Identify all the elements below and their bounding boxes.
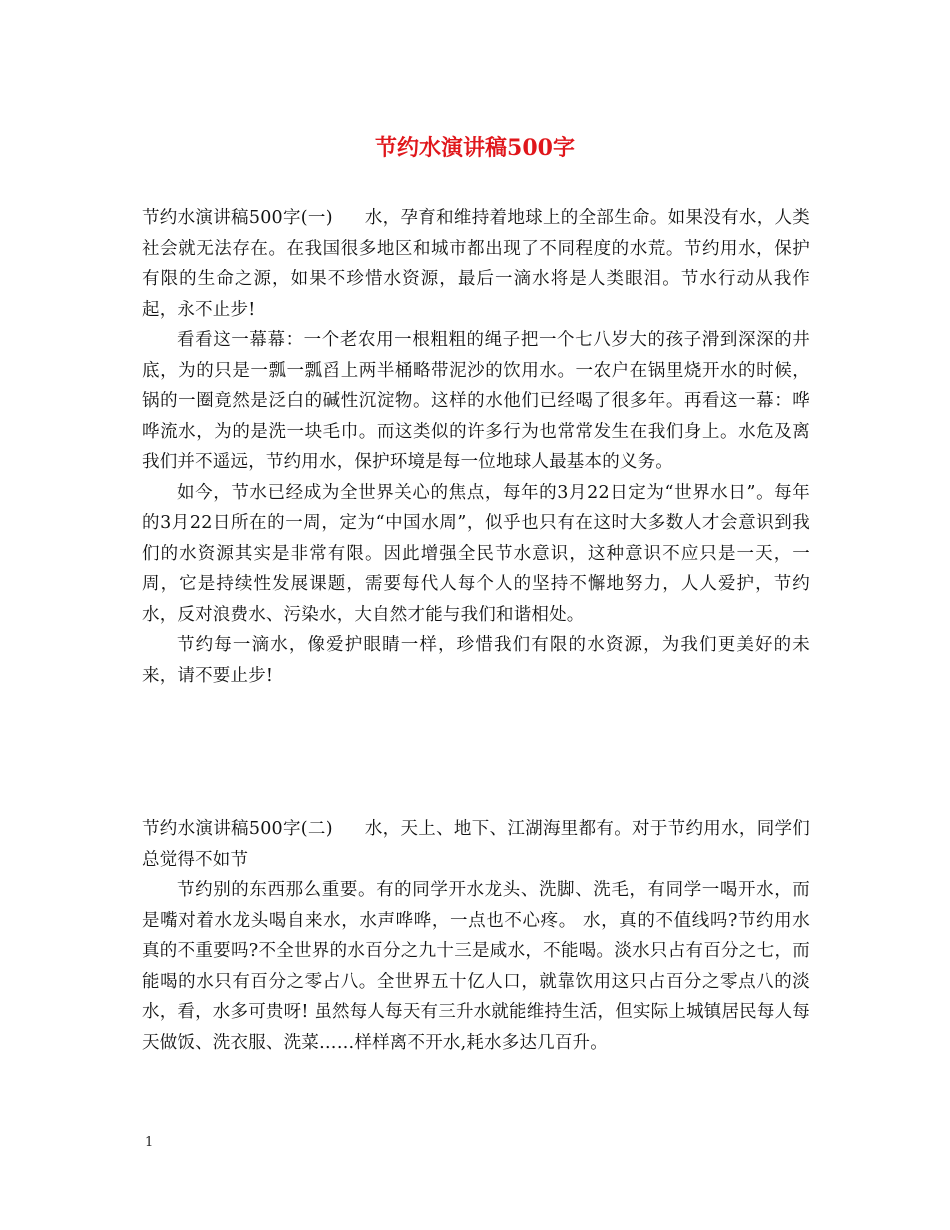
page-title: 节约水演讲稿500字 [375,135,575,161]
section-1-paragraph-2: 看看这一幕幕：一个老农用一根粗粗的绳子把一个七八岁大的孩子滑到深深的井底，为的只是一瓢一瓢舀上两半桶略带泥沙的饮用水。一农户在锅里烧开水的时候，锅的一圈竟然是泛白的碱性沉淀物。这样的水他们已经喝了很多年。再看这一幕：哗哗流水，为的是洗一块毛巾。而这类似的许多行为也常常发生在我们身上。水危及离我们并不遥远，节约用水，保护环境是每一位地球人最基本的义务。 [142,330,810,472]
page-number: 1 [145,1135,154,1150]
section-1-paragraph-3: 如今，节水已经成为全世界关心的焦点，每年的3月22日定为“世界水日”。每年的3月22日所在的一周，定为“中国水周”，似乎也只有在这时大多数人才会意识到我们的水资源其实是非常有限。因此增强全民节水意识，这种意识不应只是一天，一周，它是持续性发展课题，需要每代人每个人的坚持不懈地努力，人人爱护，节约水，反对浪费水、污染水，大自然才能与我们和谐相处。 [142,482,810,625]
section-1-paragraph-1: 水，孕育和维持着地球上的全部生命。如果没有水，人类社会就无法存在。在我国很多地区和城市都出现了不同程度的水荒。节约用水，保护有限的生命之源，如果不珍惜水资源，最后一滴水将是人类眼泪。节水行动从我作起，永不止步! [142,208,811,320]
article-body-1 [142,203,810,691]
section-2-paragraph-2: 节约别的东西那么重要。有的同学开水龙头、洗脚、洗毛，有同学一喝开水，而是嘴对着水龙头喝自来水，水声哗哗，一点也不心疼。 水，真的不值线吗?节约用水真的不重要吗?不全世界的水百分之九十三是咸水，不能喝。淡水只占有百分之七，而能喝的水只有百分之零占八。全世界五十亿人口，就靠饮用这只占百分之零点八的淡水，看，水多可贵呀! 虽然每人每天有三升水就能维持生活，但实际上城镇居民每人每天做饭、洗衣服、洗菜……样样离不开水,耗水多达几百升。 [142,880,810,1053]
section-2-heading: 节约水演讲稿500字(二) [142,819,333,839]
section-2-opening [142,814,810,875]
section-1-paragraph-4: 节约每一滴水，像爱护眼睛一样，珍惜我们有限的水资源，为我们更美好的未来，请不要止步! [142,635,810,686]
article-body-2 [142,814,810,1058]
section-1-opening [142,203,810,325]
section-1-heading: 节约水演讲稿500字(一) [142,208,333,228]
section-2-paragraph-1: 水，天上、地下、江湖海里都有。对于节约用水，同学们总觉得不如节 [142,819,811,870]
